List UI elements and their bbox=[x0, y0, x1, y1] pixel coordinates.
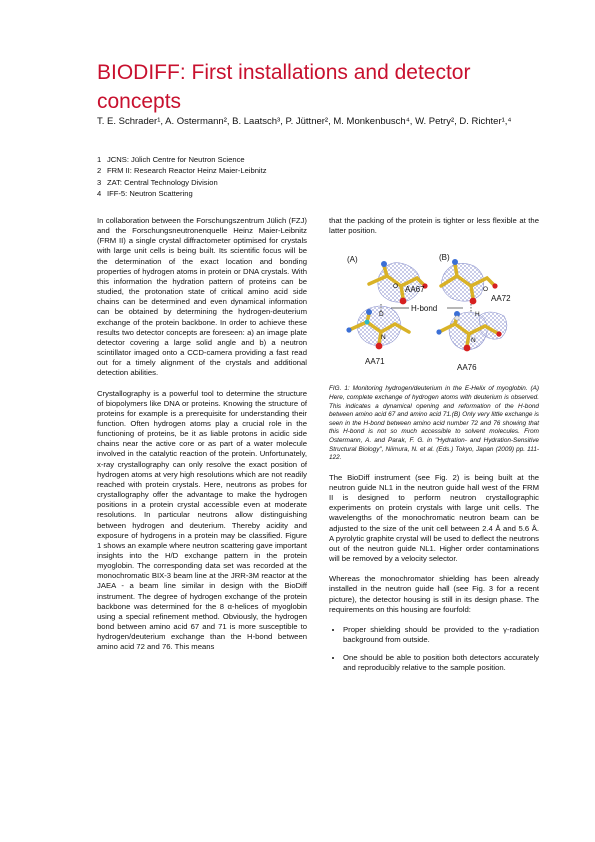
label-aa71: AA71 bbox=[365, 357, 385, 367]
affiliation bbox=[97, 188, 397, 199]
affiliation-text: ZAT: Central Technology Division bbox=[107, 177, 218, 187]
label-h: H bbox=[475, 311, 480, 319]
affiliation-text: FRM II: Research Reactor Heinz Maier-Leibnitz bbox=[107, 166, 267, 176]
body-paragraph: In collaboration between the Forschungszentrum Jülich (FZJ) and the Forschungsneutronenquelle Heinz Maier-Leibnitz (FRM II) a single crystal diffractometer optimised for crystals with large unit cells is being built. Its scientific focus will be the determination of the exact location and bonding properties of hydrogen atoms in protein or DNA crystals. With this information the hydration pattern of proteins can be studied, the protonation state of critical amino acid side chains can be determined and even dynamical information can be obtained by determining the hydrogen-deuterium exchange of the protein backbone. In order to achieve these results two detector concepts are foreseen: a) an image plate detector covering a large solid angle and b) a neutron scintillator imaged onto a CCD-camera providing a fast read out for a timely alignment of the crystals and additional detection abilities. bbox=[97, 216, 307, 378]
body-paragraph: Crystallography is a powerful tool to determine the structure of biopolymers like DNA or proteins. Knowing the structure of proteins for example is a prerequisite for understanding their function. Often hydrogen atoms play a crucial role in the functioning of proteins, be it as liable protons in acidic side chains near the active core or as part of a water molecule involved in the catalytic reaction of the protein. Unfortunately, x-ray crystallography can only resolve the exact position of hydrogen atoms at very high resolutions which are not readily reached with protein crystals. Here, neutrons as probes for crystallography offer the advantage to make the hydrogen positions in a protein crystal accessible even at moderate resolutions. In particular neutrons allow distinguishing between hydrogen and deuterium. Thereby acidity and exposure of hydrogens in a protein may be classified. Figure 1 shows an example where neutron scattering gave important insights into the H/D exchange pattern in the protein myoglobin. The corresponding data set was recorded at the monochromatic BIX-3 beam line at the JRR-3M reactor at the JAEA - a beam line similar in design with the BioDiff instrument. The degree of hydrogen exchange of the protein backbone was determined for the 8 α-helices of myoglobin using a special refinement method. Obviously, the hydrogen bond between amino acid 67 and 71 is more susceptible to hydrogen/deuterium exchange than the H-bond between amino acid 72 and 76. This means bbox=[97, 388, 307, 652]
affiliation-number: 3 bbox=[97, 177, 102, 187]
label-a: (A) bbox=[347, 255, 358, 265]
affiliation-number: 4 bbox=[97, 188, 102, 198]
label-b: (B) bbox=[439, 253, 450, 263]
figure-caption: FIG. 1: Monitoring hydrogen/deuterium in the E-Helix of myoglobin. (A) Here, complete exchange of hydrogen atoms with deuterium is observed. This indicates a dynamical opening and reformation of the H-bond between amino acid 67 and amino acid 71.(B) Only very little exchange is seen in the H-bond between amino acid number 72 and 76 showing that this H-bond is not so much accessible to solvent molecules. From Ostermann, A. and Parak, F. G. in "Hydration- and Hydration-Sensitive Structural Biology", Niimura, N. et al. (Eds.) Tokyo, Japan (2009) pp. 111-122. bbox=[329, 385, 539, 462]
affiliation-text: JCNS: Jülich Centre for Neutron Science bbox=[107, 155, 245, 164]
label-aa67: AA67 bbox=[405, 285, 425, 295]
label-n: N bbox=[381, 334, 386, 342]
label-o: O bbox=[483, 286, 489, 294]
affiliation-text: IFF-5: Neutron Scattering bbox=[107, 188, 193, 198]
body-paragraph: The BioDiff instrument (see Fig. 2) is being built at the neutron guide NL1 in the neutron guide hall west of the FRM II is designed to perform neutron crystallographic experiments on protein crystals with large unit cells. The wavelengths of the monochromatic neutron beam can be adjusted to the size of the unit cell between 2.4 Å and 5.6 Å. A pyrolytic graphite crystal will be used to deflect the neutrons out of the neutron guide NL1. Higher order contaminations will be removed by a velocity selector. bbox=[329, 472, 539, 564]
label-n: N bbox=[471, 337, 476, 345]
body-paragraph: that the packing of the protein is tighter or less flexible at the latter position. bbox=[329, 216, 539, 236]
affiliation bbox=[97, 165, 397, 176]
left-column bbox=[97, 216, 307, 663]
body-paragraph: Whereas the monochromator shielding has been already installed in the neutron guide hall (see Fig. 3 for a recent picture), the detector housing is still in its design phase. The requirements on this housing are fourfold: bbox=[329, 574, 539, 614]
affiliation bbox=[97, 177, 397, 188]
label-aa72: AA72 bbox=[491, 294, 511, 304]
article-title: BIODIFF: First installations and detector concepts bbox=[97, 61, 471, 113]
label-aa76: AA76 bbox=[457, 363, 477, 373]
author-list: T. E. Schrader¹, A. Ostermann², B. Laatsch³, P. Jüttner², M. Monkenbusch⁴, W. Petry², D. Richter¹,⁴ bbox=[97, 116, 512, 127]
affiliation-list bbox=[97, 154, 397, 199]
label-d: D bbox=[379, 311, 384, 319]
affiliation bbox=[97, 154, 397, 165]
label-o: O bbox=[393, 283, 399, 291]
molecular-structure-image bbox=[329, 246, 539, 376]
right-column bbox=[329, 216, 539, 681]
list-item: • One should be able to position both detectors accurately and reproducibly relative to the sample position. bbox=[343, 653, 539, 673]
affiliation-number: 1 bbox=[97, 155, 102, 164]
label-hbond: H-bond bbox=[411, 304, 438, 314]
requirements-list bbox=[329, 625, 539, 674]
figure-1 bbox=[329, 246, 539, 379]
affiliation-number: 2 bbox=[97, 166, 102, 176]
list-item: • Proper shielding should be provided to the γ-radiation background from outside. bbox=[343, 625, 539, 645]
